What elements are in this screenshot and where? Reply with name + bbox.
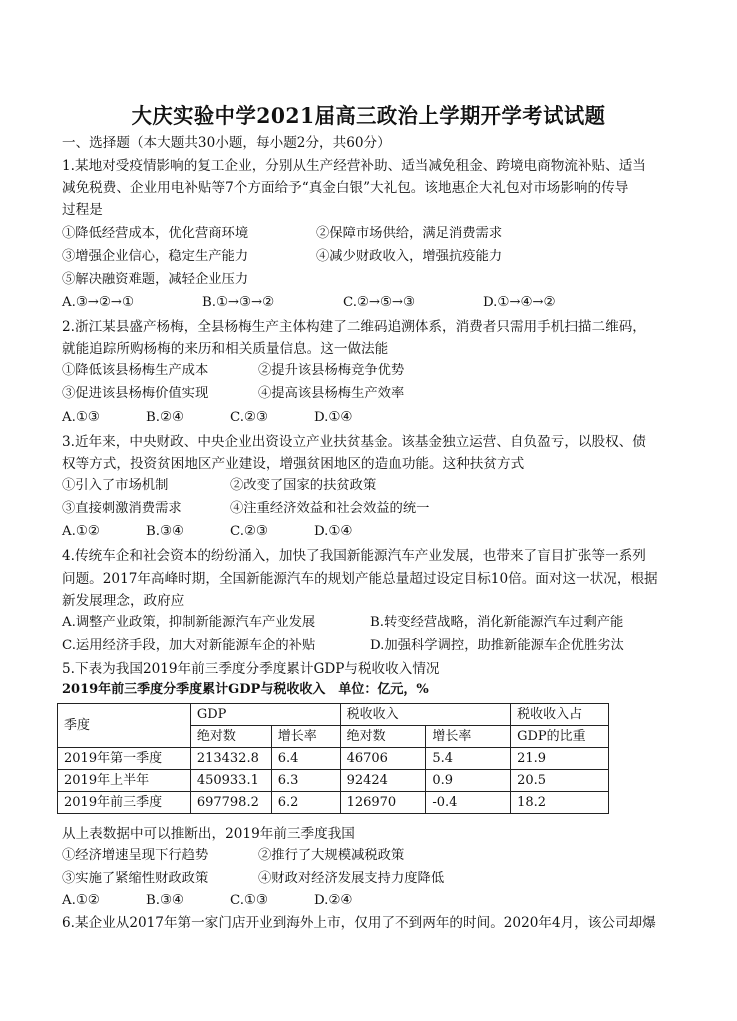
q1-stem-line: 减免税费、企业用电补贴等7个方面给予“真金白银”大礼包。该地惠企大礼包对市场影响的传导 [62,180,629,196]
cell-ratio: 18.2 [511,792,609,814]
q2-item: ①降低该县杨梅生产成本 [62,363,209,378]
header-tax-abs: 绝对数 [340,726,426,748]
q1-item: ③增强企业信心，稳定生产能力 [62,249,249,264]
cell-season: 2019年上半年 [58,770,191,792]
q4-stem-line: 问题。2017年高峰时期，全国新能源汽车的规划产能总量超过设定目标10倍。面对这一状况，根据 [62,571,658,587]
q5-item: ④财政对经济发展支持力度降低 [258,871,445,886]
cell-tax: 92424 [340,770,426,792]
q2-item: ②提升该县杨梅竞争优势 [258,363,405,378]
cell-tax: 46706 [340,748,426,770]
q3-item: ④注重经济效益和社会效益的统一 [230,501,430,516]
q5-intro: 5.下表为我国2019年前三季度分季度累计GDP与税收收入情况 [62,661,440,677]
header-ratio-line2: GDP的比重 [511,726,609,748]
q3-item: ①引入了市场机制 [62,478,169,493]
q1-choice-c: C.②→⑤→③ [343,295,415,310]
page-title: 大庆实验中学2021届高三政治上学期开学考试试题 [131,103,606,128]
table-row [58,748,609,770]
q4-choice-d: D.加强科学调控，助推新能源车企优胜劣汰 [370,638,624,653]
q3-choice-b: B.③④ [146,524,184,539]
cell-tax-rate: -0.4 [426,792,511,814]
q5-stem: 从上表数据中可以推断出，2019年前三季度我国 [62,826,355,842]
q4-choice-b: B.转变经营战略，消化新能源汽车过剩产能 [370,615,624,630]
q5-item: ②推行了大规模减税政策 [258,848,405,863]
cell-season: 2019年第一季度 [58,748,191,770]
section-heading: 一、选择题（本大题共30小题，每小题2分，共60分） [62,135,391,151]
q1-stem-line: 过程是 [62,202,103,218]
q1-item: ④减少财政收入，增强抗疫能力 [316,249,503,264]
q2-choice-b: B.②④ [146,410,184,425]
q1-item: ⑤解决融资难题，减轻企业压力 [62,272,249,287]
cell-gdp: 450933.1 [190,770,271,792]
cell-gdp-rate: 6.2 [271,792,340,814]
q4-stem-line: 4.传统车企和社会资本的纷纷涌入，加快了我国新能源汽车产业发展，也带来了盲目扩张等一系列 [62,548,646,564]
q2-stem-line: 2.浙江某县盛产杨梅，全县杨梅生产主体构建了二维码追溯体系，消费者只需用手机扫描二维码， [62,319,646,335]
q1-choice-b: B.①→③→② [202,295,275,310]
q4-choice-c: C.运用经济手段，加大对新能源车企的补贴 [62,638,316,653]
header-ratio-line1: 税收收入占 [511,704,609,726]
q5-choice-c: C.①③ [230,893,268,908]
header-gdp: GDP [190,704,340,726]
q5-item: ③实施了紧缩性财政政策 [62,871,209,886]
q3-choice-a: A.①② [62,524,100,539]
q3-choice-c: C.②③ [230,524,268,539]
q3-item: ③直接刺激消费需求 [62,501,182,516]
table-header-row [58,704,609,726]
q3-stem-line: 权等方式，投资贫困地区产业建设，增强贫困地区的造血功能。这种扶贫方式 [62,456,525,472]
cell-gdp-rate: 6.3 [271,770,340,792]
table-row [58,770,609,792]
table-row [58,792,609,814]
q6-stem-line: 6.某企业从2017年第一家门店开业到海外上市，仅用了不到两年的时间。2020年4月，该公司却爆 [62,915,656,931]
cell-tax-rate: 0.9 [426,770,511,792]
cell-season: 2019年前三季度 [58,792,191,814]
q1-choice-d: D.①→④→② [483,295,556,310]
q4-choice-a: A.调整产业政策，抑制新能源汽车产业发展 [62,615,316,630]
q2-item: ③促进该县杨梅价值实现 [62,386,209,401]
header-season: 季度 [58,704,191,748]
q2-choice-a: A.①③ [62,410,100,425]
cell-gdp: 213432.8 [190,748,271,770]
cell-tax-rate: 5.4 [426,748,511,770]
q2-choice-c: C.②③ [230,410,268,425]
q5-choice-b: B.③④ [146,893,184,908]
header-gdp-abs: 绝对数 [190,726,271,748]
q5-item: ①经济增速呈现下行趋势 [62,848,209,863]
cell-ratio: 21.9 [511,748,609,770]
cell-gdp: 697798.2 [190,792,271,814]
q4-stem-line: 新发展理念，政府应 [62,593,185,609]
q1-item: ②保障市场供给，满足消费需求 [316,226,503,241]
q2-stem-line: 就能追踪所购杨梅的来历和相关质量信息。这一做法能 [62,341,389,357]
q2-item: ④提高该县杨梅生产效率 [258,386,405,401]
q2-choice-d: D.①④ [314,410,353,425]
header-gdp-rate: 增长率 [271,726,340,748]
q5-choice-d: D.②④ [314,893,353,908]
q1-item: ①降低经营成本，优化营商环境 [62,226,249,241]
header-tax-rate: 增长率 [426,726,511,748]
cell-tax: 126970 [340,792,426,814]
q1-choice-a: A.③→②→① [62,295,134,310]
cell-gdp-rate: 6.4 [271,748,340,770]
gdp-tax-table [57,703,609,814]
q3-choice-d: D.①④ [314,524,353,539]
q5-choice-a: A.①② [62,893,100,908]
q1-stem-line: 1.某地对受疫情影响的复工企业，分别从生产经营补助、适当减免租金、跨境电商物流补贴、适当 [62,158,646,174]
header-tax: 税收收入 [340,704,511,726]
q3-item: ②改变了国家的扶贫政策 [230,478,377,493]
cell-ratio: 20.5 [511,770,609,792]
table-caption: 2019年前三季度分季度累计GDP与税收收入 单位：亿元，% [62,682,429,697]
q3-stem-line: 3.近年来，中央财政、中央企业出资设立产业扶贫基金。该基金独立运营、自负盈亏，以股权、债 [62,434,646,450]
